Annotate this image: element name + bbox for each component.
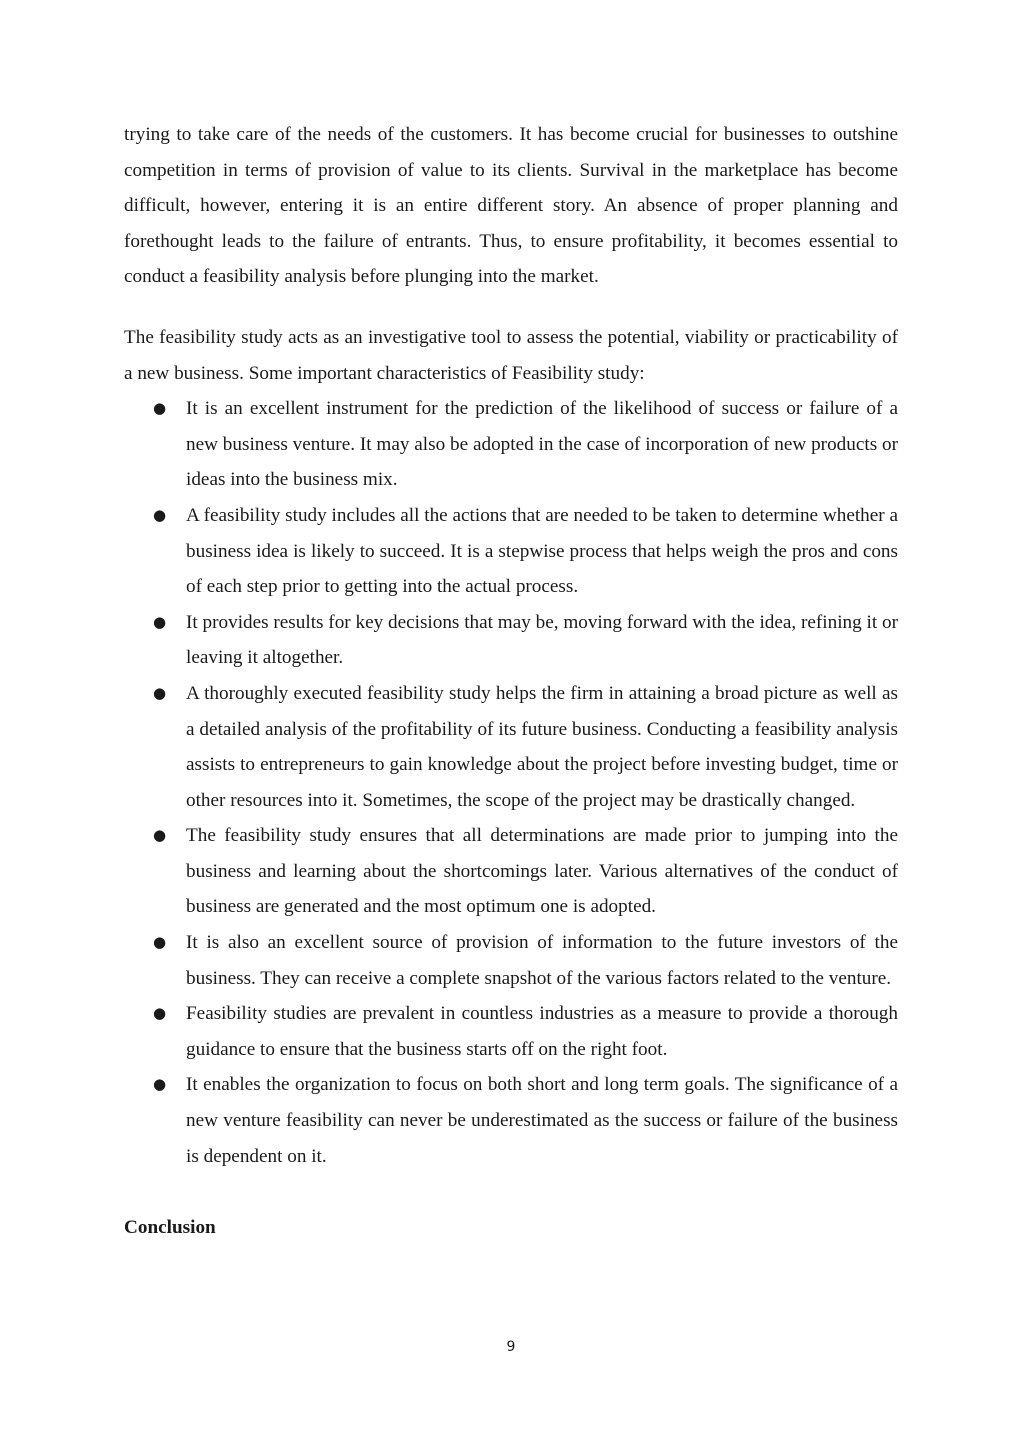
bullet-icon: ● [153, 683, 167, 702]
bullet-icon: ● [153, 826, 167, 845]
list-item-text: Feasibility studies are prevalent in countless industries as a measure to provide a thorough guidance to ensure that the business starts off on the right foot. [186, 1003, 898, 1060]
bullet-icon: ● [153, 1075, 167, 1094]
bullet-list [124, 391, 898, 1174]
bullet-icon: ● [153, 612, 167, 631]
list-item-text: It provides results for key decisions that may be, moving forward with the idea, refining it or leaving it altogether. [186, 611, 898, 669]
page-body [124, 117, 898, 1246]
list-item [124, 498, 898, 605]
bullet-icon: ● [153, 933, 167, 952]
list-item [124, 818, 898, 925]
list-item [124, 605, 898, 676]
paragraph: trying to take care of the needs of the customers. It has become crucial for businesses to outshine competition in terms of provision of value to its clients. Survival in the marketplace has become difficult, however, entering it is an entire different story. An absence of proper planning and forethought leads to the failure of entrants. Thus, to ensure profitability, it becomes essential to conduct a feasibility analysis before plunging into the market. [124, 124, 898, 288]
list-item-text: The feasibility study ensures that all determinations are made prior to jumping into the business and learning about the shortcomings later. Various alternatives of the conduct of business are generated and the most optimum one is adopted. [186, 825, 898, 918]
list-item-text: It is an excellent instrument for the prediction of the likelihood of success or failure of a new business venture. It may also be adopted in the case of incorporation of new products or ideas into the business mix. [186, 398, 898, 491]
list-item [124, 391, 898, 498]
paragraph: The feasibility study acts as an investigative tool to assess the potential, viability or practicability of a new business. Some important characteristics of Feasibility study: [124, 326, 898, 384]
bullet-icon: ● [153, 505, 167, 524]
bullet-icon: ● [153, 1004, 167, 1023]
list-item [124, 1067, 898, 1174]
list-item-text: It is also an excellent source of provision of information to the future investors of the business. They can receive a complete snapshot of the various factors related to the venture. [186, 932, 898, 989]
bullet-icon: ● [153, 399, 167, 418]
list-item-text: A feasibility study includes all the actions that are needed to be taken to determine whether a business idea is likely to succeed. It is a stepwise process that helps weigh the pros and cons of each step prior to getting into the actual process. [186, 504, 898, 598]
list-item [124, 925, 898, 996]
list-item-text: It enables the organization to focus on both short and long term goals. The significance of a new venture feasibility can never be underestimated as the success or failure of the business is dependent on it. [186, 1074, 898, 1167]
list-item-text: A thoroughly executed feasibility study helps the firm in attaining a broad picture as well as a detailed analysis of the profitability of its future business. Conducting a feasibility analysis assists to entrepreneurs to gain knowledge about the project before investing budget, time or other resources into it. Sometimes, the scope of the project may be drastically changed. [186, 682, 898, 811]
list-item [124, 676, 898, 818]
list-item [124, 996, 898, 1067]
page-number: 9 [506, 1339, 516, 1355]
section-heading: Conclusion [124, 1217, 216, 1239]
